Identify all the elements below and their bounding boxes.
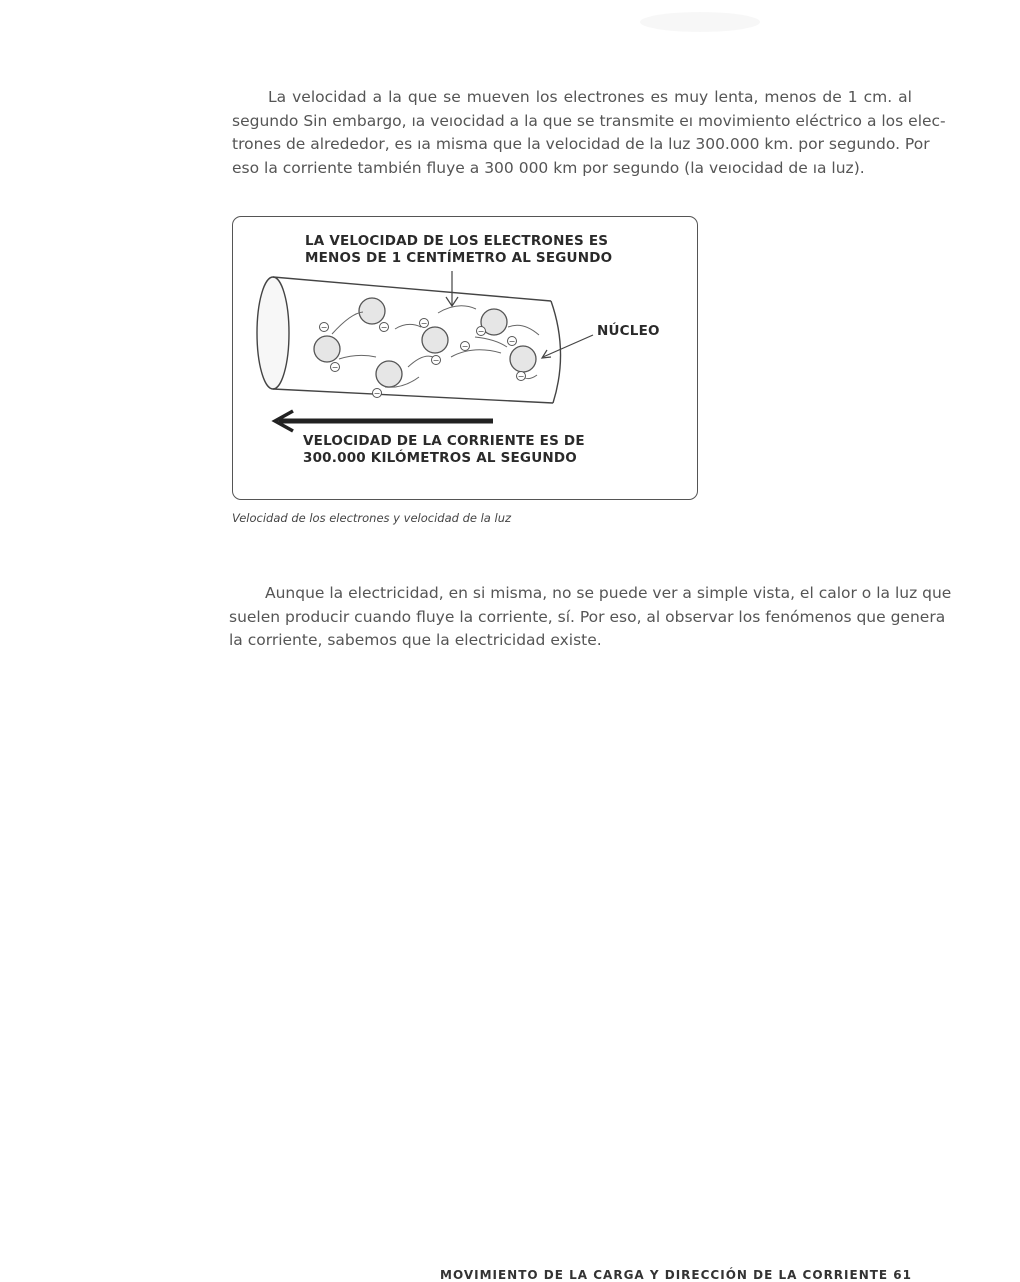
text-line: segundo Sin embargo, ıa veıocidad a la que se transmite eı movimiento eléctrico a los elec- (232, 111, 946, 130)
scan-smudge (640, 12, 760, 32)
electron-sign: − (508, 337, 516, 346)
electron-sign: − (320, 323, 328, 332)
electron-sign: − (461, 342, 469, 351)
label-nucleo: NÚCLEO (597, 323, 660, 339)
label-line: 300.000 KILÓMETROS AL SEGUNDO (303, 450, 577, 466)
electron-sign: − (477, 327, 485, 336)
paragraph-electricity-visible (229, 582, 952, 653)
figure-electron-velocity (232, 216, 698, 500)
label-electron-speed (305, 233, 612, 267)
label-line: VELOCIDAD DE LA CORRIENTE ES DE (303, 433, 585, 449)
electron-sign: − (380, 323, 388, 332)
nucleus (376, 361, 402, 387)
label-line: LA VELOCIDAD DE LOS ELECTRONES ES (305, 233, 609, 249)
page-footer-running-title: MOVIMIENTO DE LA CARGA Y DIRECCIÓN DE LA CORRIENTE 61 (440, 1268, 913, 1282)
text-line: eso la corriente también fluye a 300 000 km por segundo (la veıocidad de ıa luz). (232, 158, 865, 177)
electron-sign: − (517, 372, 525, 381)
label-line: MENOS DE 1 CENTÍMETRO AL SEGUNDO (305, 250, 613, 266)
pointer-arrow-down (446, 271, 458, 306)
label-current-speed (303, 433, 585, 467)
electron-sign: − (432, 356, 440, 365)
nucleus-atoms (314, 298, 536, 387)
nucleus (359, 298, 385, 324)
text-line: Aunque la electricidad, en si misma, no se puede ver a simple vista, el calor o la luz que (265, 584, 952, 602)
nucleus (422, 327, 448, 353)
pointer-arrow-nucleo (542, 335, 593, 358)
electron-sign: − (420, 319, 428, 328)
text-line: trones de alrededor, es ıa misma que la velocidad de la luz 300.000 km. por segundo. Por (232, 135, 930, 153)
paragraph-velocity-electrons (232, 86, 946, 180)
electron-sign: − (331, 363, 339, 372)
nucleus (314, 336, 340, 362)
text-line: suelen producir cuando fluye la corriente, sí. Por eso, al observar los fenómenos que genera (229, 607, 946, 626)
nucleus (510, 346, 536, 372)
current-direction-arrow (275, 411, 493, 431)
electron-sign: − (373, 389, 381, 398)
figure-caption: Velocidad de los electrones y velocidad de la luz (232, 511, 512, 525)
text-line: la corriente, sabemos que la electricidad existe. (229, 631, 602, 649)
text-line: La velocidad a la que se mueven los electrones es muy lenta, menos de 1 cm. al (268, 88, 912, 106)
